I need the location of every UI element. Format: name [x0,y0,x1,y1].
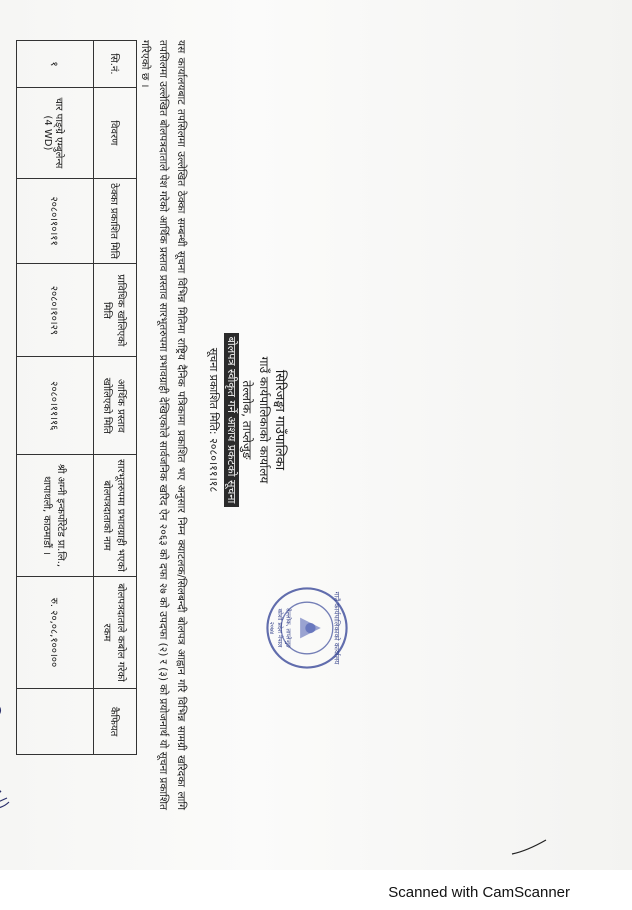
rotated-notice [0,20,355,820]
seal-text-top: गाउँ कार्यपालिकाको कार्यालय [332,591,341,665]
cell-serial: १ [17,41,94,88]
cell-published-date: २०८०।१०।११ [17,178,94,263]
table-header-row [94,41,137,755]
notice-header [195,20,355,820]
pen-mark-icon [510,838,550,858]
municipality-name: सिरिजङ्घा गाउँपालिका [272,369,287,471]
col-technical-opened: प्राविधिक खोलिएको मिति [94,264,137,357]
col-serial: सि.नं. [94,41,137,88]
col-remarks: कैफियत [94,689,137,755]
cell-bid-amount: रु. २०,०८,१००।०० [17,576,94,688]
seal-year: २०७४ [268,621,276,635]
camscanner-footer [0,884,632,901]
cell-bidder-name: श्री अग्नी इन्कर्पोरेटेड प्रा.लि., थापाथली, काठमाडौं । [17,455,94,577]
office-seal-icon [264,585,350,671]
col-bidder-name: सारभूतरुपमा प्रभावग्राही भएको बोलपत्रदाताको नाम [94,455,137,577]
table-row [17,41,94,755]
seal-text-mid: तेल्लोक, ताप्लेजुङ [284,608,292,648]
cell-remarks [17,689,94,755]
notice-heading: बोलपत्र स्वीकृत गर्ने आशय प्रकटको सूचना [224,260,239,580]
col-description: विवरण [94,87,137,178]
seal-text-bottom: कोशी प्रदेश नेपाल [275,608,283,648]
published-date: सूचना प्रकाशित मिति: २०८०।११।१८ [207,347,220,493]
scanner-label: Scanned with CamScanner [388,884,570,901]
signature-icon [0,640,15,820]
cell-description: चार पाङ्ग्रे एम्बुलेन्स (4 WD) [17,87,94,178]
bid-table [16,40,137,755]
col-bid-amount: बोलपत्रदाताले कबोल गरेको रकम [94,576,137,688]
cell-financial-opened: २०८०।११।१६ [17,357,94,455]
office-name: गाउँ कार्यपालिकाको कार्यालय [257,356,271,484]
notice-paragraph: यस कार्यालयबाट तपसिलमा उल्लेखित ठेक्का सम्बन्धी सूचना विभिन्न मितिमा राष्ट्रिय दैनिक पत्रिकामा प्रकाशित भए अनुसार निम्न क्याटलक/सिलबन्दी बोलपत्र आह्वान गरि विभिन्न सामग्री खरिदका लागि तपसिलमा उल्लेखित बोलपत्रदाताले पेश गरेको आर्थिक प्रस्ताव प्रस्ताव सारभूतरुपमा प्रभावग्राही देखिएकोले सार्वजनिक खरिद ऐन २०६३ को दफा २७ को उपदफा (२) र (३) को प्रयोजनार्थ यो सूचना प्रकाशित गरिएको छ । [139,40,187,810]
office-location: तेल्लोक, ताप्लेजुङ [240,380,254,460]
col-financial-opened: आर्थिक प्रस्ताव खोलिएको मिति [94,357,137,455]
cell-technical-opened: २०८०।१०।२९ [17,264,94,357]
col-published-date: ठेक्का प्रकाशित मिति [94,178,137,263]
